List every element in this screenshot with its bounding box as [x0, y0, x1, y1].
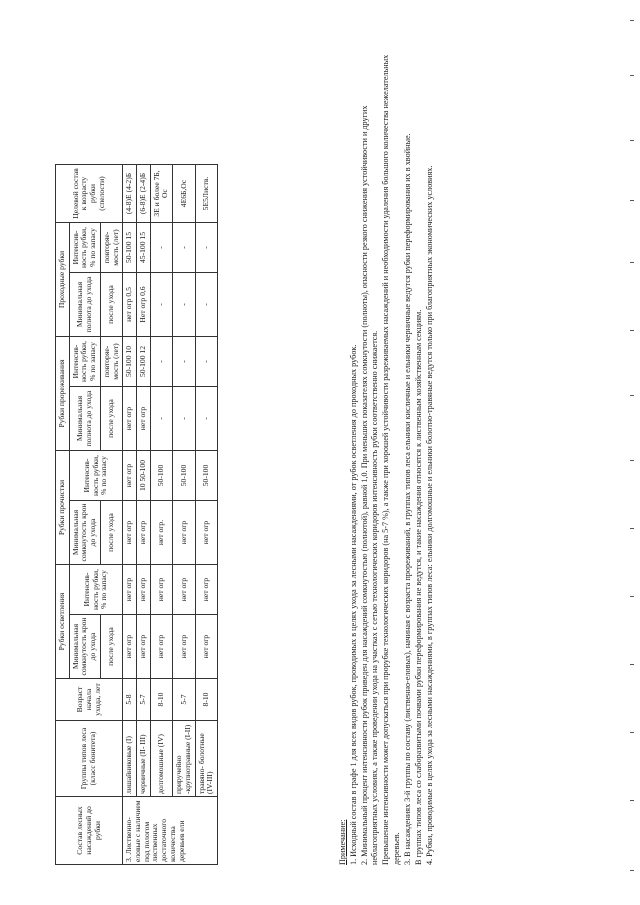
- note-item: 1. Исходный состав в графе 1 для всех видов рубок, проводимых в целях ухода за лесными насаждениями, от рубок осветления до проходных рубок.: [348, 344, 358, 865]
- cell-target: 3Е и более 7Б, Ос: [150, 165, 172, 223]
- cell-age: 5-8: [123, 679, 137, 721]
- cell: нет огр: [137, 565, 151, 615]
- cell-age: 5-7: [173, 679, 195, 721]
- cell: Нет огр 0,6: [137, 273, 151, 337]
- cell: нет огр: [173, 501, 195, 565]
- table-row: [137, 165, 151, 865]
- cell: 50-100 12: [137, 337, 151, 387]
- header-after-care: после ухода: [100, 273, 122, 337]
- header-min-prokhod: Минимальная полнота до ухода: [69, 273, 100, 337]
- cell-group: лишайниковые (I): [123, 721, 137, 797]
- notes-block: [338, 45, 435, 865]
- cell: -: [195, 223, 217, 273]
- cell: -: [150, 223, 172, 273]
- cell-group: черничные (II- III): [137, 721, 151, 797]
- cell: 50-100 10: [123, 337, 137, 387]
- cell: -: [173, 387, 195, 451]
- forest-care-table: [55, 164, 218, 865]
- cell: нет огр: [195, 501, 217, 565]
- section-label: 3. Лиственно-еловые с наличием под пологом лиственных достаточного количества деревьев ели: [123, 797, 218, 865]
- table-row: [173, 165, 195, 865]
- header-after-care: после ухода: [100, 501, 122, 565]
- cell-group: приручейно -крупнотравные (I-II): [173, 721, 195, 797]
- header-group-prokhodnye: Проходные рубки: [56, 223, 70, 337]
- cell: нет огр: [123, 501, 137, 565]
- header-target-composition: Целевой состав к возрасту рубки (спелости): [56, 165, 123, 223]
- cell: нет огр: [150, 615, 172, 679]
- rotated-document-page: [20, 25, 620, 885]
- cell: нет огр: [123, 451, 137, 501]
- notes-title: Примечание:: [338, 819, 347, 865]
- table-row: [123, 165, 137, 865]
- cell: -: [195, 337, 217, 387]
- note-item: 3. В насаждениях 3-й группы по составу (лиственно-еловых), начиная с возраста прореживаний, в группах типов леса ельники кисличные и ельники черничные ведутся рубки переформирования их в хвойные.: [402, 133, 412, 865]
- cell: -: [173, 273, 195, 337]
- cell-target: 5Е5Листв.: [195, 165, 217, 223]
- table-row: [150, 165, 172, 865]
- cell-target: (4-8)Е (4-2)Б: [123, 165, 137, 223]
- cell: -: [195, 273, 217, 337]
- header-group-osvetlenie: Рубки осветления: [56, 565, 70, 679]
- note-item: 4. Рубки, проводимые в целях ухода за лесными насаждениями, в группах типов леса: ельники долгомошные и ельники болотно-травяные ведутся только при благоприятных экономических условиях.: [424, 165, 434, 865]
- header-repeat: повторяе-мость (лет): [100, 223, 122, 273]
- cell-age: 8-10: [150, 679, 172, 721]
- cell: -: [150, 387, 172, 451]
- cell: нет огр: [173, 615, 195, 679]
- header-min-osv: Минимальная сомкнутость крон до ухода: [69, 615, 100, 679]
- cell: нет огр: [137, 387, 151, 451]
- cell: нет огр: [150, 565, 172, 615]
- cell: -: [173, 337, 195, 387]
- header-int-prorezh: Интенсив-ность рубки, % по запасу: [69, 337, 100, 387]
- cell: -: [195, 387, 217, 451]
- cell-group: травяно- болотные (IV-III): [195, 721, 217, 797]
- cell-age: 5-7: [137, 679, 151, 721]
- cell: нет огр: [195, 565, 217, 615]
- note-item: Превышение интенсивности может допускаться при прорубке технологических коридоров (на 5-7 %), а также при хорошей устойчивости разреживаемых насаждений и необходимости удаления большого количества нежелательных деревьев.: [381, 54, 402, 865]
- cell: -: [150, 337, 172, 387]
- header-after-care: после ухода: [100, 387, 122, 451]
- cell: нет огр 0,5: [123, 273, 137, 337]
- header-start-age: Возраст начала ухода, лет: [56, 679, 123, 721]
- header-int-osv: Интенсив-ность рубки, % по запасу: [69, 565, 123, 615]
- cell-target: (6-8)Е (2-4)Б: [137, 165, 151, 223]
- header-composition: Состав лесных насаждений до рубки: [56, 797, 123, 865]
- header-repeat: повторяе-мость (лет): [100, 337, 122, 387]
- header-forest-type: Группы типов леса (класс бонитета): [56, 721, 123, 797]
- header-group-prorezhivanie: Рубки прореживания: [56, 337, 70, 451]
- cell: 50-100: [150, 451, 172, 501]
- cell: -: [173, 223, 195, 273]
- note-item: В группах типов леса со слаборазвитыми почвами рубки переформирования не ведутся, и такие насаждения относятся к лиственным хозяйственным секциям.: [413, 309, 423, 865]
- header-int-proch: Интенсив-ность рубки, % по запасу: [69, 451, 123, 501]
- cell: нет огр.: [150, 501, 172, 565]
- cell: нет огр: [137, 615, 151, 679]
- cell-target: 4Е6Б,Ос: [173, 165, 195, 223]
- header-int-prokhod: Интенсив-ность рубки, % по запасу: [69, 223, 100, 273]
- header-after-care: после ухода: [100, 615, 122, 679]
- note-item: 2. Минимальный процент интенсивности рубок приведен для насаждений сомкнутостью (полнотой), равной 1,0. При меньших показателях сомкнутости (полноты), опасности резкого снижения устойчивости и других неблагоприятных условиях, а также проведении ухода на участках с сетью технологических коридоров интенсивность рубки соответственно снижается.: [359, 105, 380, 865]
- cell-age: 8-10: [195, 679, 217, 721]
- cell: 50-100: [173, 451, 195, 501]
- cell: -: [150, 273, 172, 337]
- cell: нет огр: [123, 387, 137, 451]
- cell: нет огр: [195, 615, 217, 679]
- cell: 50-100: [195, 451, 217, 501]
- cell: 10 50-100: [137, 451, 151, 501]
- cell: нет огр: [173, 565, 195, 615]
- cell: 50-100 15: [123, 223, 137, 273]
- header-min-proch: Минимальная сомкнутость крон до ухода: [69, 501, 100, 565]
- cell: нет огр: [123, 565, 137, 615]
- cell: нет огр: [137, 501, 151, 565]
- cell: 45-100 15: [137, 223, 151, 273]
- header-min-prorezh: Минимальная полнота до ухода: [69, 387, 100, 451]
- table-row: [195, 165, 217, 865]
- cell-group: долгомошные (IV): [150, 721, 172, 797]
- header-group-prochistka: Рубки прочистки: [56, 451, 70, 565]
- cell: нет огр: [123, 615, 137, 679]
